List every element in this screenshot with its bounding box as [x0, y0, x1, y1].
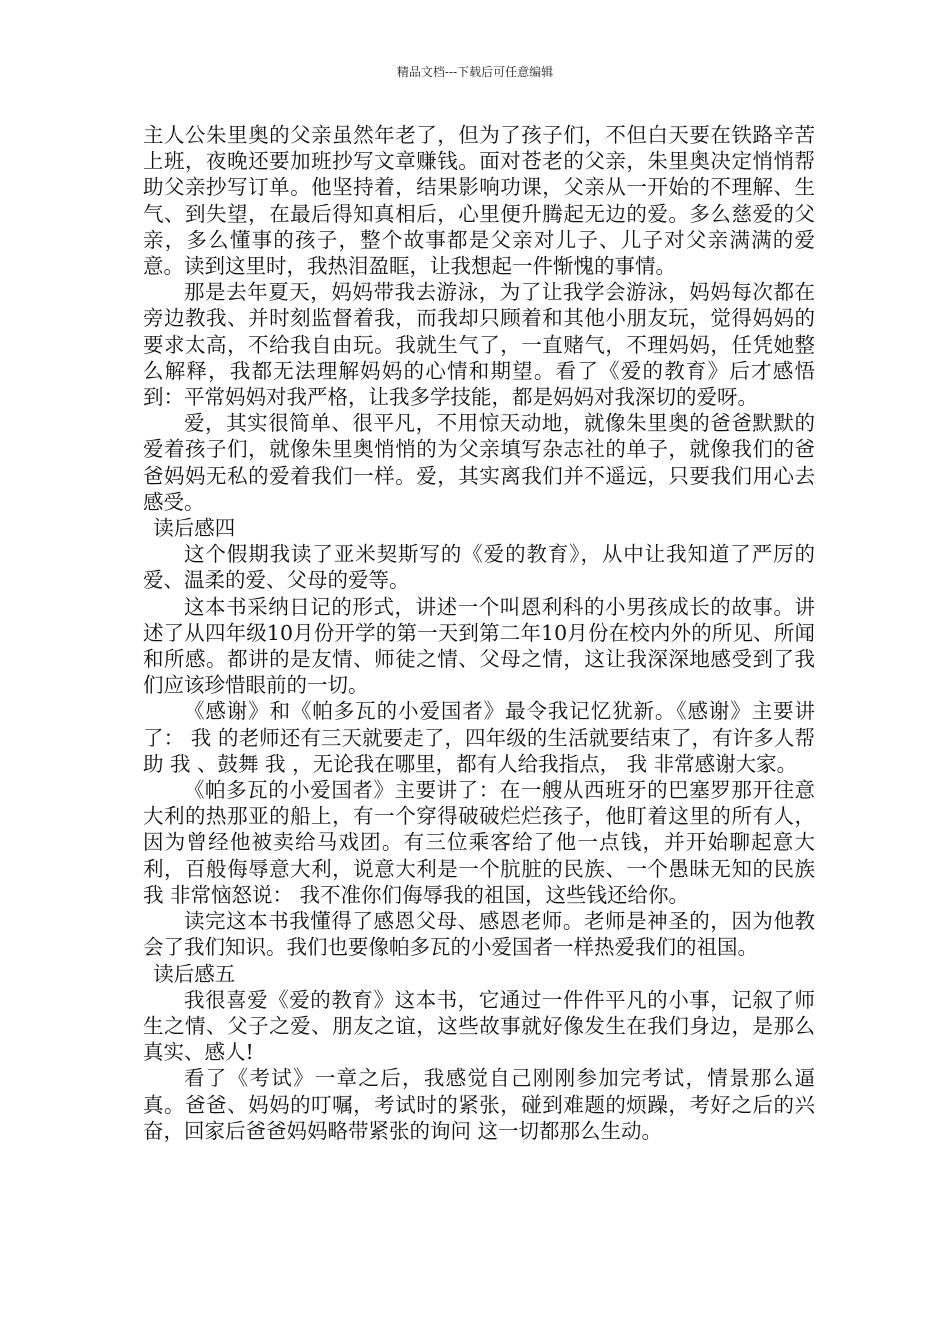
page-header: 精品文档---下载后可任意编辑: [396, 65, 554, 79]
paragraph: 看了《考试》一章之后，我感觉自己刚刚参加完考试，情景那么逼真。爸爸、妈妈的叮嘱，考试时的紧张，碰到难题的烦躁，考好之后的兴奋，回家后爸爸妈妈略带紧张的询问 这一切都那么生动。: [143, 1066, 815, 1143]
document-body: [143, 122, 815, 1144]
paragraph: 《帕多瓦的小爱国者》主要讲了：在一艘从西班牙的巴塞罗那开往意大利的热那亚的船上，有一个穿得破破烂烂孩子，他盯着这里的所有人，因为曾经他被卖给马戏团。有三位乘客给了他一点钱，并开始聊起意大利，百般侮辱意大利，说意大利是一个肮脏的民族、一个愚昧无知的民族 我 非常恼怒说： 我不准你们侮辱我的祖国，这些钱还给你。: [143, 778, 815, 907]
section-heading: 读后感五: [153, 961, 236, 986]
paragraph: 读完这本书我懂得了感恩父母、感恩老师。老师是神圣的，因为他教会了我们知识。我们也要像帕多瓦的小爱国者一样热爱我们的祖国。: [143, 909, 815, 960]
section-heading: 读后感四: [153, 516, 236, 541]
paragraph: 那是去年夏天，妈妈带我去游泳，为了让我学会游泳，妈妈每次都在旁边教我、并时刻监督着我，而我却只顾着和其他小朋友玩，觉得妈妈的要求太高，不给我自由玩。我就生气了，一直赌气，不理妈妈，任凭她整么解释，我都无法理解妈妈的心情和期望。看了《爱的教育》后才感悟到：平常妈妈对我严格，让我多学技能，都是妈妈对我深切的爱呀。: [143, 280, 815, 410]
paragraph: 《感谢》和《帕多瓦的小爱国者》最令我记忆犹新。《感谢》主要讲了： 我 的老师还有三天就要走了，四年级的生活就要结束了，有许多人帮助 我 、鼓舞 我 ，无论我在哪里，都有人给我指点， 我 非常感谢大家。: [143, 699, 815, 776]
paragraph: 爱，其实很简单、很平凡，不用惊天动地，就像朱里奥的爸爸默默的爱着孩子们，就像朱里奥悄悄的为父亲填写杂志社的单子，就像我们的爸爸妈妈无私的爱着我们一样。爱，其实离我们并不遥远，只要我们用心去感受。: [143, 411, 815, 514]
paragraph: 这本书采纳日记的形式，讲述一个叫恩利科的小男孩成长的故事。讲述了从四年级10月份开学的第一天到第二年10月份在校内外的所见、所闻和所感。都讲的是友情、师徒之情、父母之情，这让我深深地感受到了我们应该珍惜眼前的一切。: [143, 594, 815, 698]
paragraph: 这个假期我读了亚米契斯写的《爱的教育》，从中让我知道了严厉的爱、温柔的爱、父母的爱等。: [143, 542, 815, 593]
paragraph: 主人公朱里奥的父亲虽然年老了，但为了孩子们，不但白天要在铁路辛苦上班，夜晚还要加班抄写文章赚钱。面对苍老的父亲，朱里奥决定悄悄帮助父亲抄写订单。他坚持着，结果影响功课，父亲从一开始的不理解、生气、到失望，在最后得知真相后，心里便升腾起无边的爱。多么慈爱的父亲，多么懂事的孩子，整个故事都是父亲对儿子、儿子对父亲满满的爱意。读到这里时，我热泪盈眶，让我想起一件惭愧的事情。: [143, 123, 815, 279]
paragraph: 我很喜爱《爱的教育》这本书，它通过一件件平凡的小事，记叙了师生之情、父子之爱、朋友之谊，这些故事就好像发生在我们身边，是那么真实、感人!: [143, 987, 815, 1065]
